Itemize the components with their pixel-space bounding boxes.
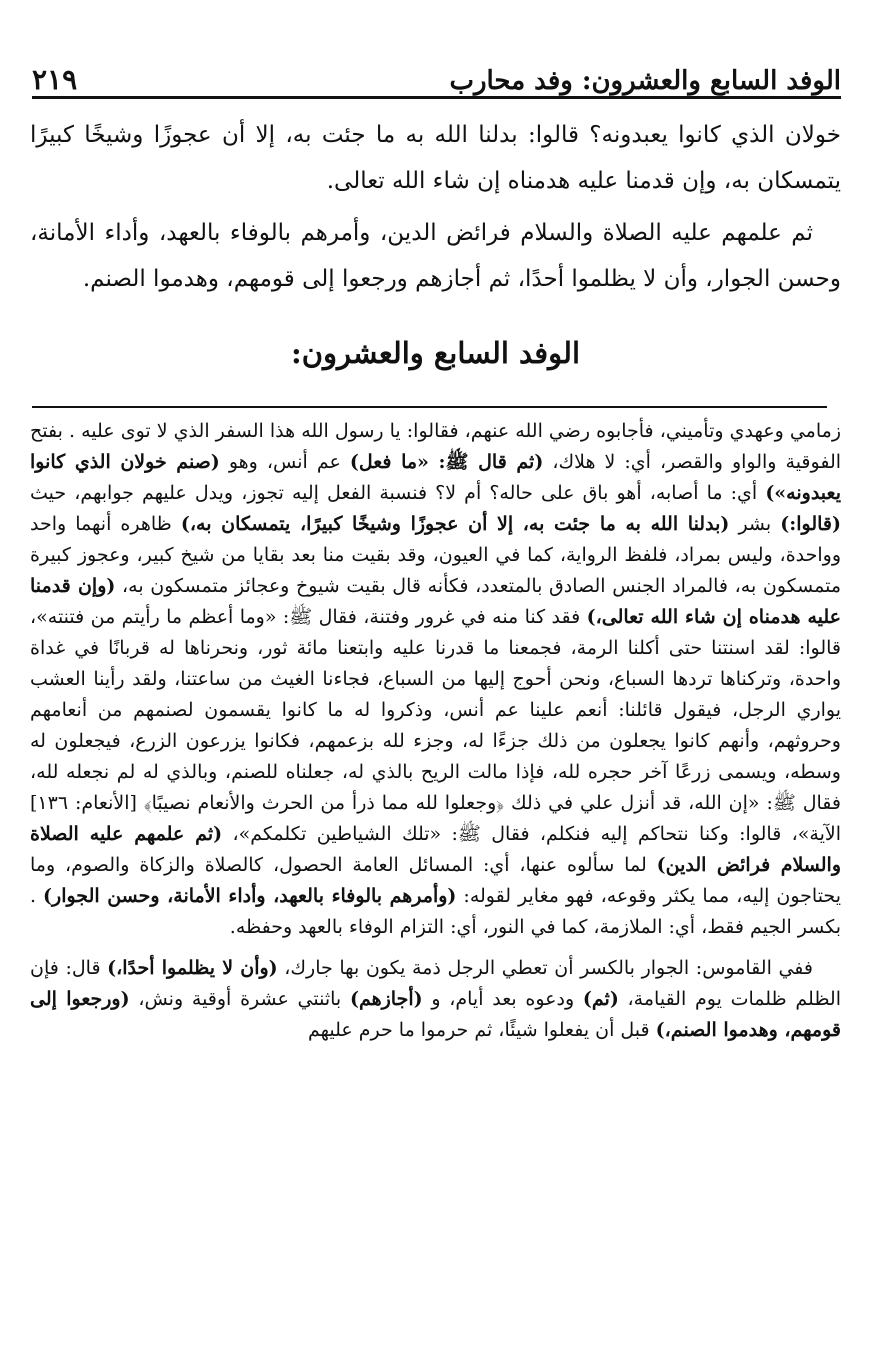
running-header [32,52,841,99]
section-heading: الوفد السابع والعشرون: [290,336,581,370]
commentary-segment: . بكسر الجيم فقط، أي: الملازمة، كما في النور، أي: التزام الوفاء بالعهد وحفظه. [30,885,841,938]
commentary-segment: أي: ما أصابه، أهو باق على حاله؟ أم لا؟ فنسبة الفعل إليه تجوز، ويدل عليهم جوابهم، حيث [30,482,766,504]
commentary-segment: ودعوه بعد أيام، و [422,988,583,1010]
commentary-paragraph [30,416,841,943]
quoted-main-text: (بدلنا الله به ما جئت به، إلا أن عجوزًا وشيخًا كبيرًا، يتمسكان به،) [180,513,730,535]
commentary-segment: فقد كنا منه في غرور وفتنة، فقال ﷺ: «وما أعظم ما رأيتم من فتنته»، قالوا: لقد اسنتنا حتى أكلنا الرمة، فجمعنا ما قدرنا عليه وابتعنا مائة ثور، ونحرناها له قربانًا في غداة واحدة، وتركناها تردها السباع، ونحن أحوج إليها من السباع، فجاءنا الغيث من ساعتنا، ولقد رأينا العشب يواري الرجل، فيقول قائلنا: أنعم علينا عم أنس، وذكروا له ما كانوا يقسمون لصنمهم من أنعامهم وحروثهم، وأنهم كانوا يجعلون من ذلك جزءًا له، وجزء لله بزعمهم، فكانوا يزرعون الزرع، فيجعلون له وسطه، ويسمى زرعًا آخر حجره لله، فإذا مالت الريح بالذي له، جعلناه للصنم، وبالذي له لم نجعله لله، فقال ﷺ: «إن الله، قد أنزل علي في ذلك ﴿وجعلوا لله مما ذرأ من الحرث والأنعام نصيبًا﴾ [الأنعام: ١٣٦] الآية»، قالوا: وكنا نتحاكم إليه فنكلم، فقال ﷺ: «تلك الشياطين تكلمكم»، [30,606,841,845]
commentary-segment: ففي القاموس: الجوار بالكسر أن تعطي الرجل ذمة يكون بها جارك، [277,957,814,979]
running-header-title: الوفد السابع والعشرون: وفد محارب [449,66,841,96]
commentary-segment: زمامي وعهدي وتأميني، فأجابوه رضي الله عنهم، فقالوا: يا رسول الله هذا السفر الذي لا توى عليه . بفتح الفوقية والواو والقصر، أي: لا هلاك، [30,420,842,473]
commentary-paragraph [30,953,841,1046]
quoted-main-text: (صنم خولان الذي كانوا يعبدونه») [30,451,841,504]
commentary-text [30,416,841,1046]
quoted-main-text: (أجازهم) [349,988,423,1010]
quoted-main-text: (ورجعوا إلى قومهم، وهدموا الصنم،) [30,988,841,1041]
commentary-segment: باثنتي عشرة أوقية ونش، [129,988,350,1010]
page-number: ٢١٩ [32,63,78,96]
quoted-main-text: (وأن لا يظلموا أحدًا،) [107,957,278,979]
footnote-divider [32,406,827,408]
main-paragraph: خولان الذي كانوا يعبدونه؟ قالوا: بدلنا الله به ما جئت به، إلا أن عجوزًا وشيخًا كبيرًا يتمسكان به، وإن قدمنا عليه هدمناه إن شاء الله تعالى. [30,122,841,194]
quoted-main-text: (وأمرهم بالوفاء بالعهد، وأداء الأمانة، وحسن الجوار) [43,885,457,907]
commentary-segment: لما سألوه عنها، أي: المسائل العامة الحصول، كالصلاة والزكاة والصوم، وما يحتاجون إليه، مما يكثر وقوعه، فهو مغاير لقوله: [30,854,841,907]
quoted-main-text: (ثم قال ﷺ: «ما فعل) [349,451,544,473]
quoted-main-text: (ثم علمهم عليه الصلاة والسلام فرائض الدين) [30,823,842,876]
main-paragraph: ثم علمهم عليه الصلاة والسلام فرائض الدين، وأمرهم بالوفاء بالعهد، وأداء الأمانة، وحسن الجوار، وأن لا يظلموا أحدًا، ثم أجازهم ورجعوا إلى قومهم، وهدموا الصنم. [30,220,841,292]
commentary-segment: قال: فإن الظلم ظلمات يوم القيامة، [30,957,841,1010]
quoted-main-text: (ثم) [582,988,619,1010]
commentary-segment: ظاهره أنهما واحد وواحدة، وليس بمراد، فلفظ الرواية، كما في العيون، وقد بقيت منا بعد بقايا من شيخ كبير، وعجوز كبيرة متمسكون به، فالمراد الجنس الصادق بالمتعدد، فكأنه قال بقيت شيوخ وعجائز متمسكون به، [30,513,841,597]
commentary-segment: قبل أن يفعلوا شيئًا، ثم حرموا ما حرم عليهم [307,1019,656,1041]
quoted-main-text: (وإن قدمنا عليه هدمناه إن شاء الله تعالى،) [30,575,841,628]
quoted-main-text: (قالوا:) [780,513,841,535]
commentary-segment: بشر [729,513,781,535]
commentary-segment: عم أنس، وهو [219,451,350,473]
main-text [30,112,841,308]
